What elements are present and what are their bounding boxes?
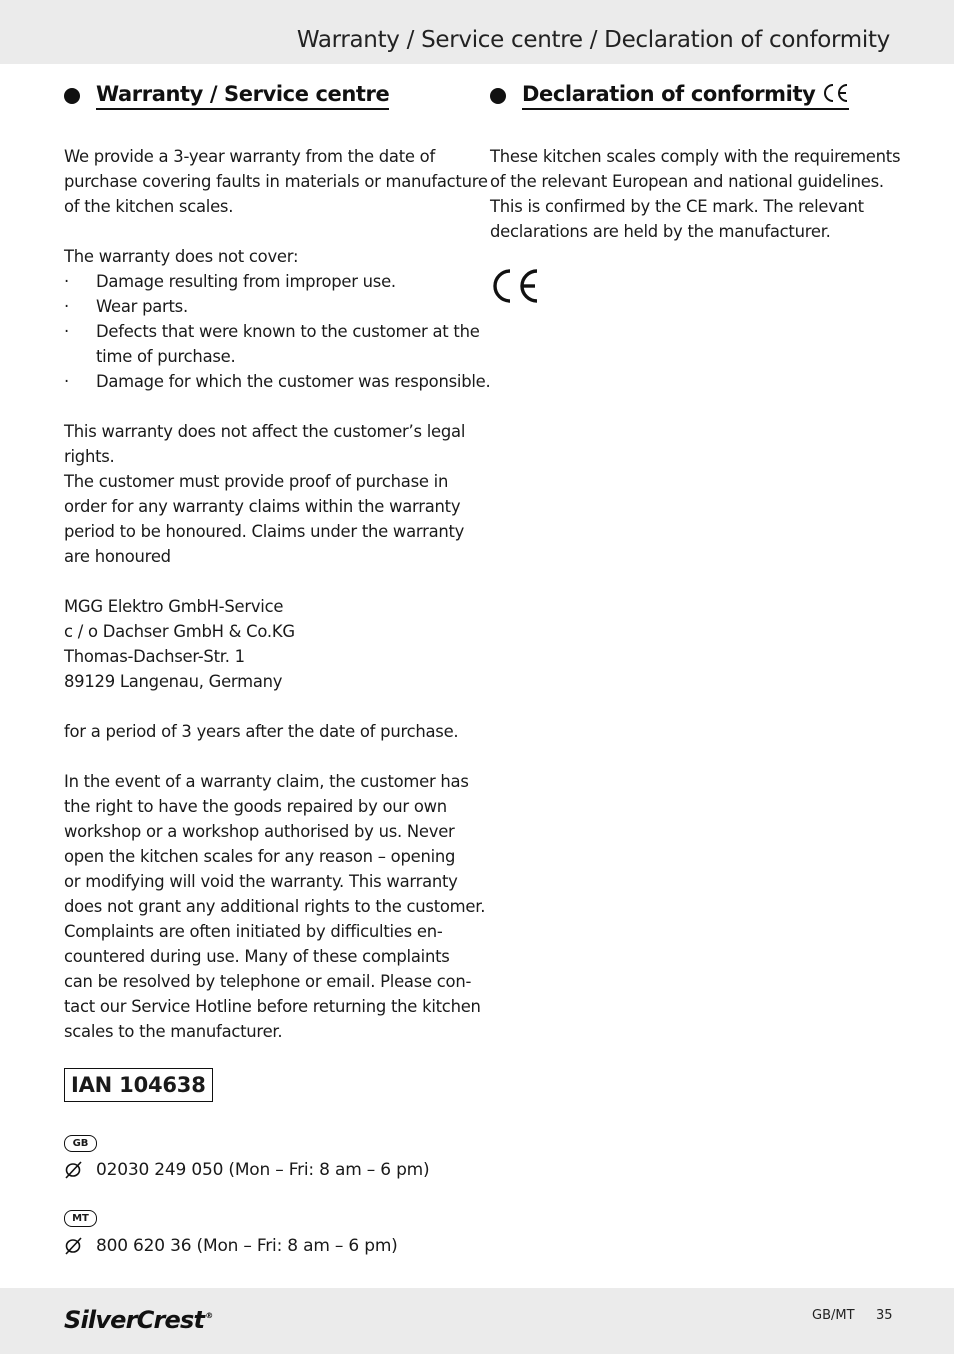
- ce-mark-large-icon: [490, 268, 540, 304]
- claim-line: tact our Service Hotline before returning the kitchen: [64, 997, 481, 1016]
- address-line: 89129 Langenau, Germany: [64, 672, 283, 691]
- exclusion-item: · Damage resulting from improper use.: [64, 272, 396, 291]
- conformity-section: [490, 80, 901, 244]
- warranty-intro-line: of the kitchen scales.: [64, 197, 234, 216]
- rights-line: This warranty does not affect the customer’s legal: [64, 422, 466, 441]
- conformity-heading-text: Declaration of conformity: [522, 80, 849, 110]
- claim-line: the right to have the goods repaired by our own: [64, 797, 447, 816]
- header-band: [0, 0, 954, 64]
- warranty-body: [64, 144, 491, 1044]
- claim-line: or modifying will void the warranty. This warranty: [64, 872, 458, 891]
- hotline-number: 800 620 36 (Mon – Fri: 8 am – 6 pm): [96, 1236, 398, 1256]
- language-code: GB/MT: [812, 1308, 855, 1323]
- conformity-heading: [490, 80, 890, 116]
- rights-line: are honoured: [64, 547, 171, 566]
- exclusion-item: · Defects that were known to the customer at the: [64, 322, 480, 341]
- hotline-number: 02030 249 050 (Mon – Fri: 8 am – 6 pm): [96, 1160, 430, 1180]
- silvercrest-logo: SilverCrest®: [64, 1306, 213, 1334]
- address-line: MGG Elektro GmbH-Service: [64, 597, 284, 616]
- rights-line: rights.: [64, 447, 115, 466]
- conformity-line: This is confirmed by the CE mark. The relevant: [490, 197, 864, 216]
- country-badge-gb: GB: [64, 1135, 97, 1152]
- claim-line: In the event of a warranty claim, the customer has: [64, 772, 469, 791]
- address-line: Thomas-Dachser-Str. 1: [64, 647, 245, 666]
- warranty-section: [64, 80, 491, 1044]
- address-line: c / o Dachser GmbH & Co.KG: [64, 622, 295, 641]
- claim-line: does not grant any additional rights to the customer.: [64, 897, 486, 916]
- claim-line: Complaints are often initiated by difficulties en-: [64, 922, 443, 941]
- footer-band: [0, 1288, 954, 1354]
- conformity-body: [490, 144, 901, 244]
- ian-number: IAN 104638: [64, 1068, 213, 1102]
- page-number: 35: [876, 1308, 893, 1323]
- bullet-icon: [490, 88, 506, 104]
- warranty-heading: [64, 80, 466, 116]
- claim-line: open the kitchen scales for any reason – opening: [64, 847, 456, 866]
- period-line: for a period of 3 years after the date of purchase.: [64, 722, 459, 741]
- page-title: Warranty / Service centre / Declaration of conformity: [296, 27, 890, 53]
- exclusion-item: · Damage for which the customer was responsible.: [64, 372, 491, 391]
- rights-line: order for any warranty claims within the warranty: [64, 497, 461, 516]
- phone-icon: [64, 1235, 84, 1255]
- conformity-line: of the relevant European and national guidelines.: [490, 172, 884, 191]
- phone-icon: [64, 1159, 84, 1179]
- conformity-line: declarations are held by the manufacturer.: [490, 222, 831, 241]
- country-badge-mt: MT: [64, 1210, 97, 1227]
- warranty-heading-text: Warranty / Service centre: [96, 80, 389, 110]
- rights-line: The customer must provide proof of purchase in: [64, 472, 449, 491]
- exclusion-item-continued: time of purchase.: [96, 347, 236, 366]
- claim-line: can be resolved by telephone or email. Please con-: [64, 972, 472, 991]
- claim-line: countered during use. Many of these complaints: [64, 947, 450, 966]
- conformity-line: These kitchen scales comply with the requirements: [490, 147, 901, 166]
- warranty-intro-line: We provide a 3-year warranty from the date of: [64, 147, 435, 166]
- ce-mark-icon: [821, 82, 849, 104]
- rights-line: period to be honoured. Claims under the warranty: [64, 522, 465, 541]
- warranty-not-cover-label: The warranty does not cover:: [64, 247, 299, 266]
- bullet-icon: [64, 88, 80, 104]
- exclusion-item: · Wear parts.: [64, 297, 188, 316]
- claim-line: workshop or a workshop authorised by us. Never: [64, 822, 455, 841]
- warranty-intro-line: purchase covering faults in materials or manufacture: [64, 172, 488, 191]
- claim-line: scales to the manufacturer.: [64, 1022, 283, 1041]
